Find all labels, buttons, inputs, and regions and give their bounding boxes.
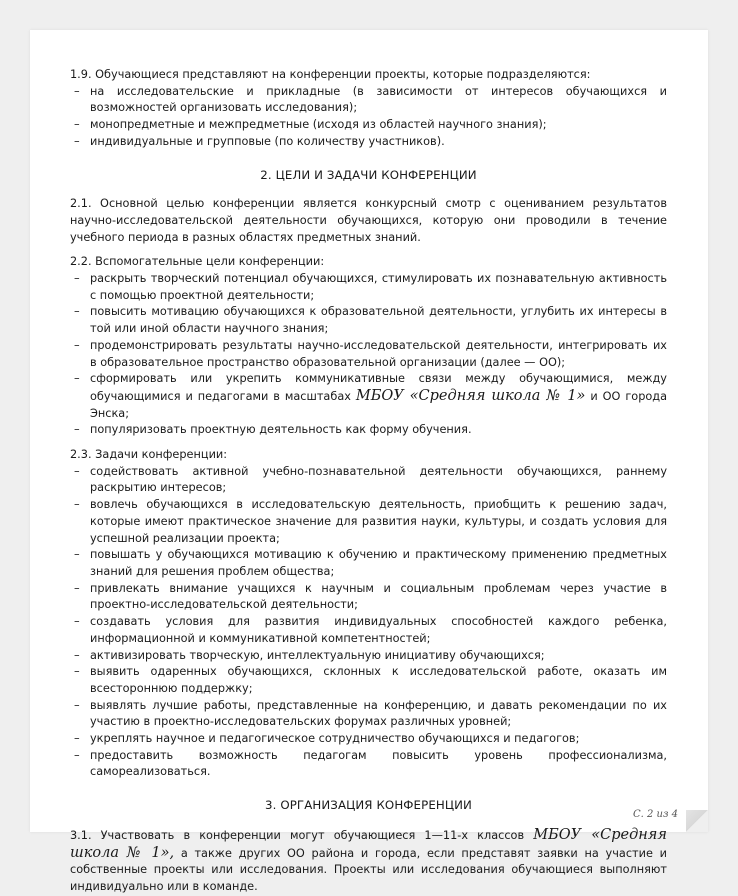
list-item: – раскрыть творческий потенциал обучающихся, стимулировать их познавательную активность с помощью проектной деятельности; (70, 271, 667, 304)
item-text: сформировать или укрепить коммуникативные связи между обучающимися, между обучающимися и педагогами в масштабах (90, 372, 667, 403)
list-item (70, 371, 667, 422)
project-types-list (70, 84, 667, 151)
list-item: – популяризовать проектную деятельность как форму обучения. (70, 422, 667, 439)
list-item: – предоставить возможность педагогам повысить уровень профессионализма, самореализоваться. (70, 748, 667, 781)
list-item: – укреплять научное и педагогическое сотрудничество обучающихся и педагогов; (70, 731, 667, 748)
section2-tasks-intro: 2.3. Задачи конференции: (70, 448, 228, 462)
list-item: – монопредметные и межпредметные (исходя из областей научного знания); (70, 117, 667, 134)
list-item: – активизировать творческую, интеллектуальную инициативу обучающихся; (70, 648, 667, 665)
list-item: – вовлечь обучающихся в исследовательскую деятельность, приобщить к решению задач, которые имеют практическое значение для развития науки, культуры, и создать условия для успешной реализации проекта; (70, 497, 667, 547)
aux-goals-list (70, 271, 667, 439)
list-item: – повышать у обучающихся мотивацию к обучению и практическому применению предметных знаний для решения проблем общества; (70, 547, 667, 580)
tasks-list (70, 464, 667, 781)
school-name: МБОУ «Средняя школа № 1», (70, 826, 668, 861)
list-item: – выявлять лучшие работы, представленные на конференцию, и давать рекомендации по их участию в проектно-исследовательских форумах различных уровней; (70, 698, 667, 731)
page-number: С. 2 из 4 (633, 809, 678, 820)
section2-main-goal: 2.1. Основной целью конференции является конкурсный смотр с оцениванием результатов научно-исследовательской деятельности обучающихся, которую они проводили в течение учебного периода в разных областях предметных знаний. (70, 197, 667, 244)
section3-paragraph (70, 827, 667, 896)
list-item: – привлекать внимание учащихся к научным и социальным проблемам через участие в проектно-исследовательской деятельности; (70, 581, 667, 614)
list-item: – на исследовательские и прикладные (в зависимости от интересов обучающихся и возможностей организовать исследования); (70, 84, 667, 117)
list-item: – индивидуальные и групповые (по количеству участников). (70, 134, 667, 151)
list-item: – выявить одаренных обучающихся, склонных к исследовательской работе, оказать им всестороннюю поддержку; (70, 664, 667, 697)
section2-heading: 2. ЦЕЛИ И ЗАДАЧИ КОНФЕРЕНЦИИ (260, 167, 477, 182)
page-corner-fold (686, 810, 708, 832)
section1-intro: 1.9. Обучающиеся представляют на конференции проекты, которые подразделяются: (70, 68, 591, 81)
paragraph-text: 3.1. Участвовать в конференции могут обучающиеся 1—11-х классов (70, 828, 525, 842)
list-item: – содействовать активной учебно-познавательной деятельности обучающихся, раннему раскрытию интересов; (70, 464, 667, 497)
section3-heading: 3. ОРГАНИЗАЦИЯ КОНФЕРЕНЦИИ (265, 798, 472, 813)
document-content (70, 67, 667, 896)
paragraph-text: а также других ОО района и города, если представят заявки на участие и собственные проекты или исследования. Проекты или исследования обучающиеся выполняют индивидуально или в команде. (70, 846, 667, 893)
school-name: МБОУ «Средняя школа № 1» (355, 387, 586, 404)
list-item: – создавать условия для развития индивидуальных способностей каждого ребенка, информационной и коммуникативной компетентностей; (70, 614, 667, 647)
list-item: – продемонстрировать результаты научно-исследовательской деятельности, интегрировать их в образовательное пространство образовательной организации (далее — ОО); (70, 338, 667, 371)
document-page (30, 30, 708, 893)
list-item: – повысить мотивацию обучающихся к образовательной деятельности, углубить их интересы в той или иной области научного знания; (70, 304, 667, 337)
item-text: и ОО города Энска; (90, 389, 668, 420)
section2-aux-intro: 2.2. Вспомогательные цели конференции: (70, 255, 325, 269)
